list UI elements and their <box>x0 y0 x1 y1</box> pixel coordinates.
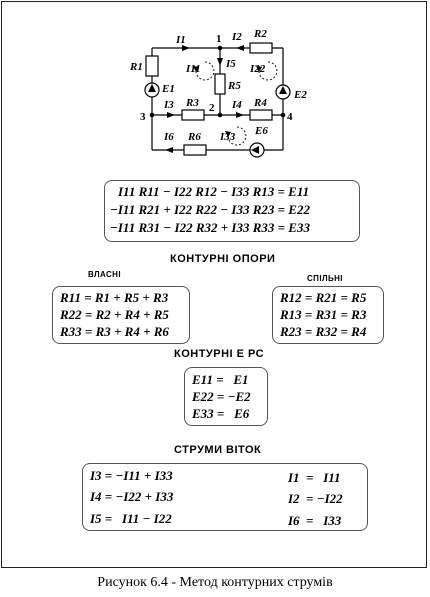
label-r5: R5 <box>228 80 241 92</box>
node-4 <box>281 113 286 118</box>
label-i11: I11 <box>186 63 201 75</box>
label-node-3: 3 <box>140 111 146 123</box>
circuit-diagram <box>0 0 430 175</box>
node-1 <box>218 46 223 51</box>
label-r3: R3 <box>186 97 199 109</box>
node-3 <box>150 113 155 118</box>
equation-line-2: −I11 R21 + I22 R22 − I33 R23 = E22 <box>110 202 310 217</box>
label-e6: E6 <box>255 125 268 137</box>
node-2 <box>218 113 223 118</box>
branch-current-right-2: I2 = −I22 <box>288 491 343 506</box>
label-i6: I6 <box>164 131 174 143</box>
own-resistance-2: R22 = R2 + R4 + R5 <box>60 307 169 322</box>
label-node-4: 4 <box>287 111 293 123</box>
label-e2: E2 <box>294 89 307 101</box>
heading-contour-resistances: КОНТУРНІ ОПОРИ <box>170 253 276 265</box>
mutual-resistance-2: R13 = R31 = R3 <box>280 307 367 322</box>
label-i5: I5 <box>226 58 236 70</box>
label-node-1: 1 <box>216 33 222 45</box>
own-resistance-1: R11 = R1 + R5 + R3 <box>60 290 169 305</box>
contour-emf-3: E33 = E6 <box>192 406 250 421</box>
label-i4: I4 <box>232 99 242 111</box>
label-r6: R6 <box>188 131 201 143</box>
label-i1: I1 <box>176 34 186 46</box>
branch-current-right-3: I6 = I33 <box>288 513 342 528</box>
heading-contour-emf: КОНТУРНІ Е РС <box>174 348 265 360</box>
own-resistance-3: R33 = R3 + R4 + R6 <box>60 324 169 339</box>
label-r4: R4 <box>254 97 267 109</box>
branch-current-left-3: I5 = I11 − I22 <box>90 511 172 526</box>
contour-emf-2: E22 = −E2 <box>192 389 251 404</box>
branch-current-left-2: I4 = −I22 + I33 <box>90 489 174 504</box>
equation-line-1: I11 R11 − I22 R12 − I33 R13 = E11 <box>118 184 310 199</box>
mutual-resistance-1: R12 = R21 = R5 <box>280 290 367 305</box>
contour-emf-1: E11 = E1 <box>192 372 249 387</box>
resistor-r1 <box>146 56 158 76</box>
resistor-r2 <box>250 43 272 53</box>
label-e1: E1 <box>162 83 175 95</box>
label-r1: R1 <box>130 61 143 73</box>
resistor-r6 <box>184 145 206 155</box>
label-i22: I22 <box>250 63 266 75</box>
resistor-r5 <box>215 74 225 94</box>
heading-own: ВЛАСНІ <box>88 270 121 279</box>
branch-current-right-1: I1 = I11 <box>288 470 341 485</box>
label-i33: I33 <box>220 131 236 143</box>
figure-caption: Рисунок 6.4 - Метод контурних струмів <box>97 575 333 590</box>
resistor-r3 <box>182 110 204 120</box>
label-r2: R2 <box>254 28 267 40</box>
label-i3: I3 <box>164 99 174 111</box>
heading-branch-currents: СТРУМИ ВІТОК <box>174 444 262 456</box>
resistor-r4 <box>250 110 272 120</box>
label-i2: I2 <box>232 31 242 43</box>
label-node-2: 2 <box>209 102 215 114</box>
heading-mutual: СПІЛЬНІ <box>307 274 343 283</box>
mutual-resistance-3: R23 = R32 = R4 <box>280 324 367 339</box>
equation-line-3: −I11 R31 − I22 R32 + I33 R33 = E33 <box>110 220 310 235</box>
branch-current-left-1: I3 = −I11 + I33 <box>90 468 173 483</box>
